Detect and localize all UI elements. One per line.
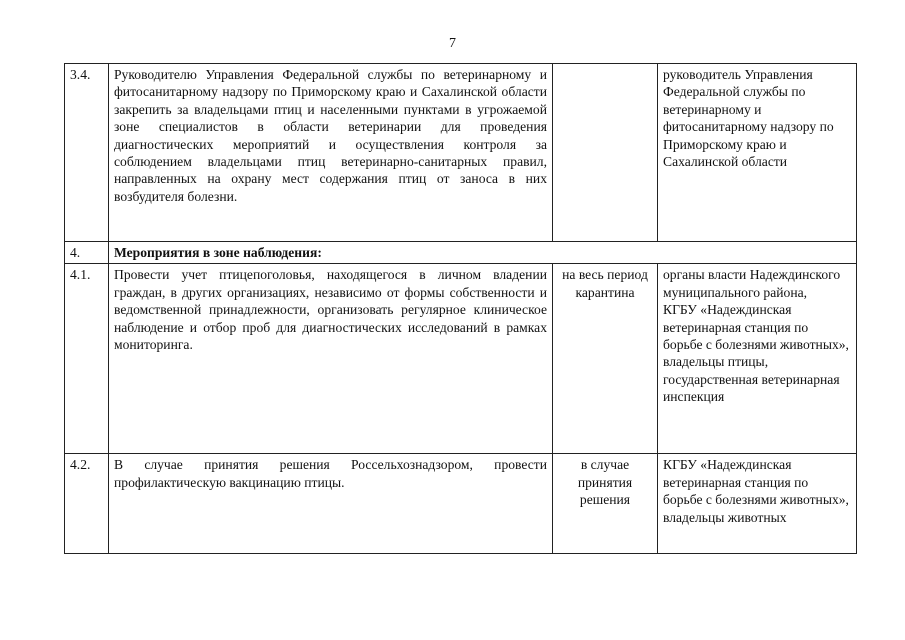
section-heading: Мероприятия в зоне наблюдения:	[109, 242, 857, 264]
term-cell: в случае принятия решения	[553, 454, 658, 554]
responsible-line: руководитель Управления Федеральной службы по ветеринарному и фитосанитарному надзору по Приморскому краю и Сахалинской области	[663, 67, 834, 170]
responsible-line: КГБУ «Надеждинская ветеринарная станция по борьбе с болезнями животных»,	[663, 457, 849, 508]
measures-table	[64, 63, 857, 554]
table-row	[65, 242, 857, 264]
measure-text: В случае принятия решения Россельхознадзором, провести профилактическую вакцинацию птицы.	[109, 454, 553, 554]
item-number: 4.2.	[65, 454, 109, 554]
measure-text: Руководителю Управления Федеральной службы по ветеринарному и фитосанитарному надзору по Приморскому краю и Сахалинской области закрепить за владельцами птиц и населенными пунктами в угрожаемой зоне специалистов в области ветеринарии для проведения диагностических мероприятий и осуществления контроля за соблюдением владельцами птиц ветеринарно-санитарных правил, направленных на охрану мест содержания птиц от заноса в них возбудителя болезни.	[109, 64, 553, 242]
measure-text: Провести учет птицепоголовья, находящегося в личном владении граждан, в других организациях, независимо от формы собственности и ведомственной принадлежности, организовать регулярное клиническое наблюдение и отбор проб для диагностических исследований в рамках мониторинга.	[109, 264, 553, 454]
responsible-line: КГБУ «Надеждинская ветеринарная станция по борьбе с болезнями животных»,	[663, 302, 849, 353]
responsible-line: органы власти Надеждинского муниципального района,	[663, 267, 841, 300]
table-row	[65, 454, 857, 554]
item-number: 4.1.	[65, 264, 109, 454]
responsible-cell	[658, 64, 857, 242]
term-cell: на весь период карантина	[553, 264, 658, 454]
page-number: 7	[449, 36, 456, 51]
responsible-line: владельцы птицы,	[663, 354, 769, 370]
responsible-line: владельцы животных	[663, 509, 787, 525]
responsible-cell	[658, 454, 857, 554]
responsible-cell	[658, 264, 857, 454]
table-row	[65, 64, 857, 242]
term-cell	[553, 64, 658, 242]
item-number: 3.4.	[65, 64, 109, 242]
responsible-line: государственная ветеринарная инспекция	[663, 371, 840, 405]
table-row	[65, 264, 857, 454]
section-number: 4.	[65, 242, 109, 264]
